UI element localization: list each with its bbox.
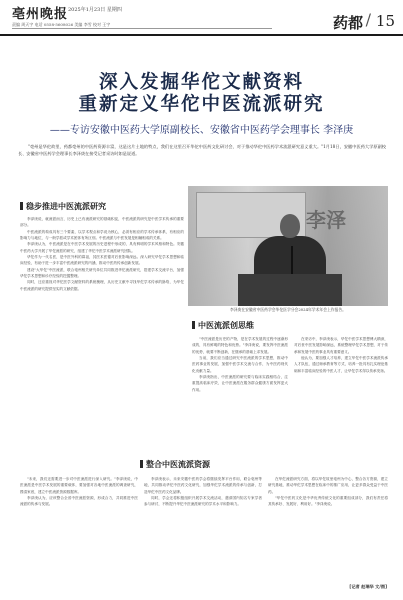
heading-marker: [20, 202, 23, 210]
section3-column-3: [268, 476, 388, 508]
issue-date: 2025年1月23日 星期四: [68, 7, 122, 13]
editor-info: 责编 周天宇 电话 0558-5608026 美编 李雪 校对 王宇: [12, 22, 111, 27]
headline-line-1: 深入发掘华佗文献资料: [98, 72, 304, 93]
section-separator: /: [365, 10, 371, 29]
podium: [238, 274, 342, 306]
section2-column-2: [294, 336, 388, 374]
paragraph: 在华佗流派研究方面，将以华佗故里亳州为中心，整合各方资源，建立研究基地，推动华佗学术思想在临床中的推广应用，让更多群众受益于中医药。: [268, 477, 388, 494]
paragraph: 李泽庚认为，中医流派是在中医学术发展的历史进程中形成的，具有鲜明的学术风格和特色。安徽中医药大学开展了华佗流派的研究，组建了华佗中医学术流派研究团队。: [20, 242, 184, 253]
paragraph: 在采访中，李泽庚表示，华佗中医学术思想博大精深，对后世中医发展影响深远，系统整理华佗学术思想，对于传承和发展中医药事业具有重要意义。: [294, 337, 388, 354]
paragraph: 李泽庚说，就流派而言，历史上已有流派研究的基础积淀，中医流派的研究是中医学术传承的重要部分。: [20, 217, 184, 228]
page-number: 15: [375, 12, 395, 30]
headline-line-2: 重新定义华佗中医流派研究: [78, 94, 325, 115]
masthead: [0, 0, 403, 36]
section3-column-1: [20, 476, 138, 508]
microphone: [291, 246, 293, 276]
section-heading-1-text: 稳步推进中医流派研究: [26, 202, 106, 211]
speaker-photo: [188, 186, 388, 306]
section-heading-2-text: 中医流派创思维: [198, 321, 254, 330]
paragraph: 华佗作为一代名医，是中医外科的鼻祖，其医术医德对后世影响深远。深入研究华佗学术思想和临床经验，有助于进一步丰富中医流派研究的内涵，推动中医药传承创新发展。: [20, 255, 184, 266]
screen-text: 李泽: [306, 208, 346, 232]
newspaper-name: 亳州晚报: [12, 7, 69, 22]
paragraph: 李泽庚认为，应该整合全省中医流派资源，形成合力，共同推进中医流派的传承与发展。: [20, 496, 138, 507]
paragraph: "未来，我们还需要进一步对中医流派进行深入研究。"李泽庚说，中医流派是中医学术发展的重要载体，要加强对各地中医流派的调查研究，摸清家底，建立中医流派资源数据库。: [20, 477, 138, 494]
paragraph: 李泽庚表示，未来安徽中医药学会将继续发挥平台作用，联合亳州等地，共同推动华佗中医药文化研究，加强华佗学术流派的传承与创新，打造华佗中医药文化品牌。: [144, 477, 262, 494]
paragraph: 中医流派的构成具有三个要素，以学术观点和学说为核心，必须有相应的学术传承体系，有相应的影响力与地位，与一般学派或学术团体有所区别。中医流派与中医发展是相辅相成的关系。: [20, 229, 184, 241]
section-heading-3: [140, 459, 210, 470]
section1-column-1: [20, 216, 184, 292]
reporter-credit: [记者 赵瑞华 文/图]: [349, 584, 387, 589]
section3-column-2: [144, 476, 262, 508]
section2-column-1: [192, 336, 288, 393]
heading-marker: [140, 460, 143, 468]
paragraph: 同时，还应重视对华佗医学文献资料的系统梳理，从历史文献中寻找华佗学术传承的脉络，为华佗中医流派的研究提供坚实的文献依据。: [20, 280, 184, 291]
speaker-head: [280, 214, 300, 238]
paragraph: 同时，学会还将积极组织开展学术交流活动，邀请国内知名专家学者参与研讨，不断提升华佗中医流派研究的学术水平和影响力。: [144, 496, 262, 507]
photo-caption: 李泽庚在安徽省中医药学会华佗医学分会2024年学术年会上作报告。: [230, 307, 346, 312]
paragraph: 建设"大华佗"中医流派，联合亳州相关研究单位共同推进华佗流派研究，搭建学术交流平台，加强华佗学术思想和诊疗经验的挖掘整理。: [20, 267, 184, 279]
paragraph: "中医流派是历史的产物，是在学术发展的过程中逐渐形成的，具有鲜明的特色和优势。"李泽庚说，要发挥中医流派的优势，就要不断创新，在继承的基础上求发展。: [192, 337, 288, 354]
paragraph: "华佗中医药文化是中华优秀传统文化的重要组成部分，我们有责任将其传承好、发展好、利用好。"李泽庚说。: [268, 496, 388, 507]
section-heading-3-text: 整合中医流派资源: [146, 460, 210, 469]
lead-paragraph: "亳州是华佗故里，药都亳州的中医药资源丰富，这是这片土地的特点，我们在这里召开华佗中医药文化研讨会，对于推动华佗中医药学术流派研究意义重大。"1月18日，安徽中医药大学原副校长、安徽省中医药学会理事长李泽庚在接受记者采访时如是说道。: [18, 144, 386, 156]
heading-marker: [192, 321, 195, 329]
paragraph: 李泽庚指出，中医流派的研究要与临床实践相结合，注重提高临床疗效，让中医流派在服务群众健康方面发挥更大作用。: [192, 375, 288, 392]
section-heading-2: [192, 320, 254, 331]
paragraph: 他认为，要加强人才培养，建立华佗中医学术流派传承人才队伍，通过师承教育等方式，培养一批具有扎实理论基础和丰富临床经验的中医人才，让华佗学术得以传承发扬。: [294, 356, 388, 373]
masthead-rule: [12, 28, 272, 29]
section-heading-1: [20, 201, 106, 212]
subheadline: ——专访安徽中医药大学原副校长、安徽省中医药学会理事长 李泽庚: [49, 125, 354, 136]
paragraph: 当前，我们应当通过研究中医流派的学术思想，推动中医药事业的发展，加强中医学术交流与合作，为中医药现代化贡献力量。: [192, 356, 288, 373]
section-name: 药都: [332, 14, 363, 32]
